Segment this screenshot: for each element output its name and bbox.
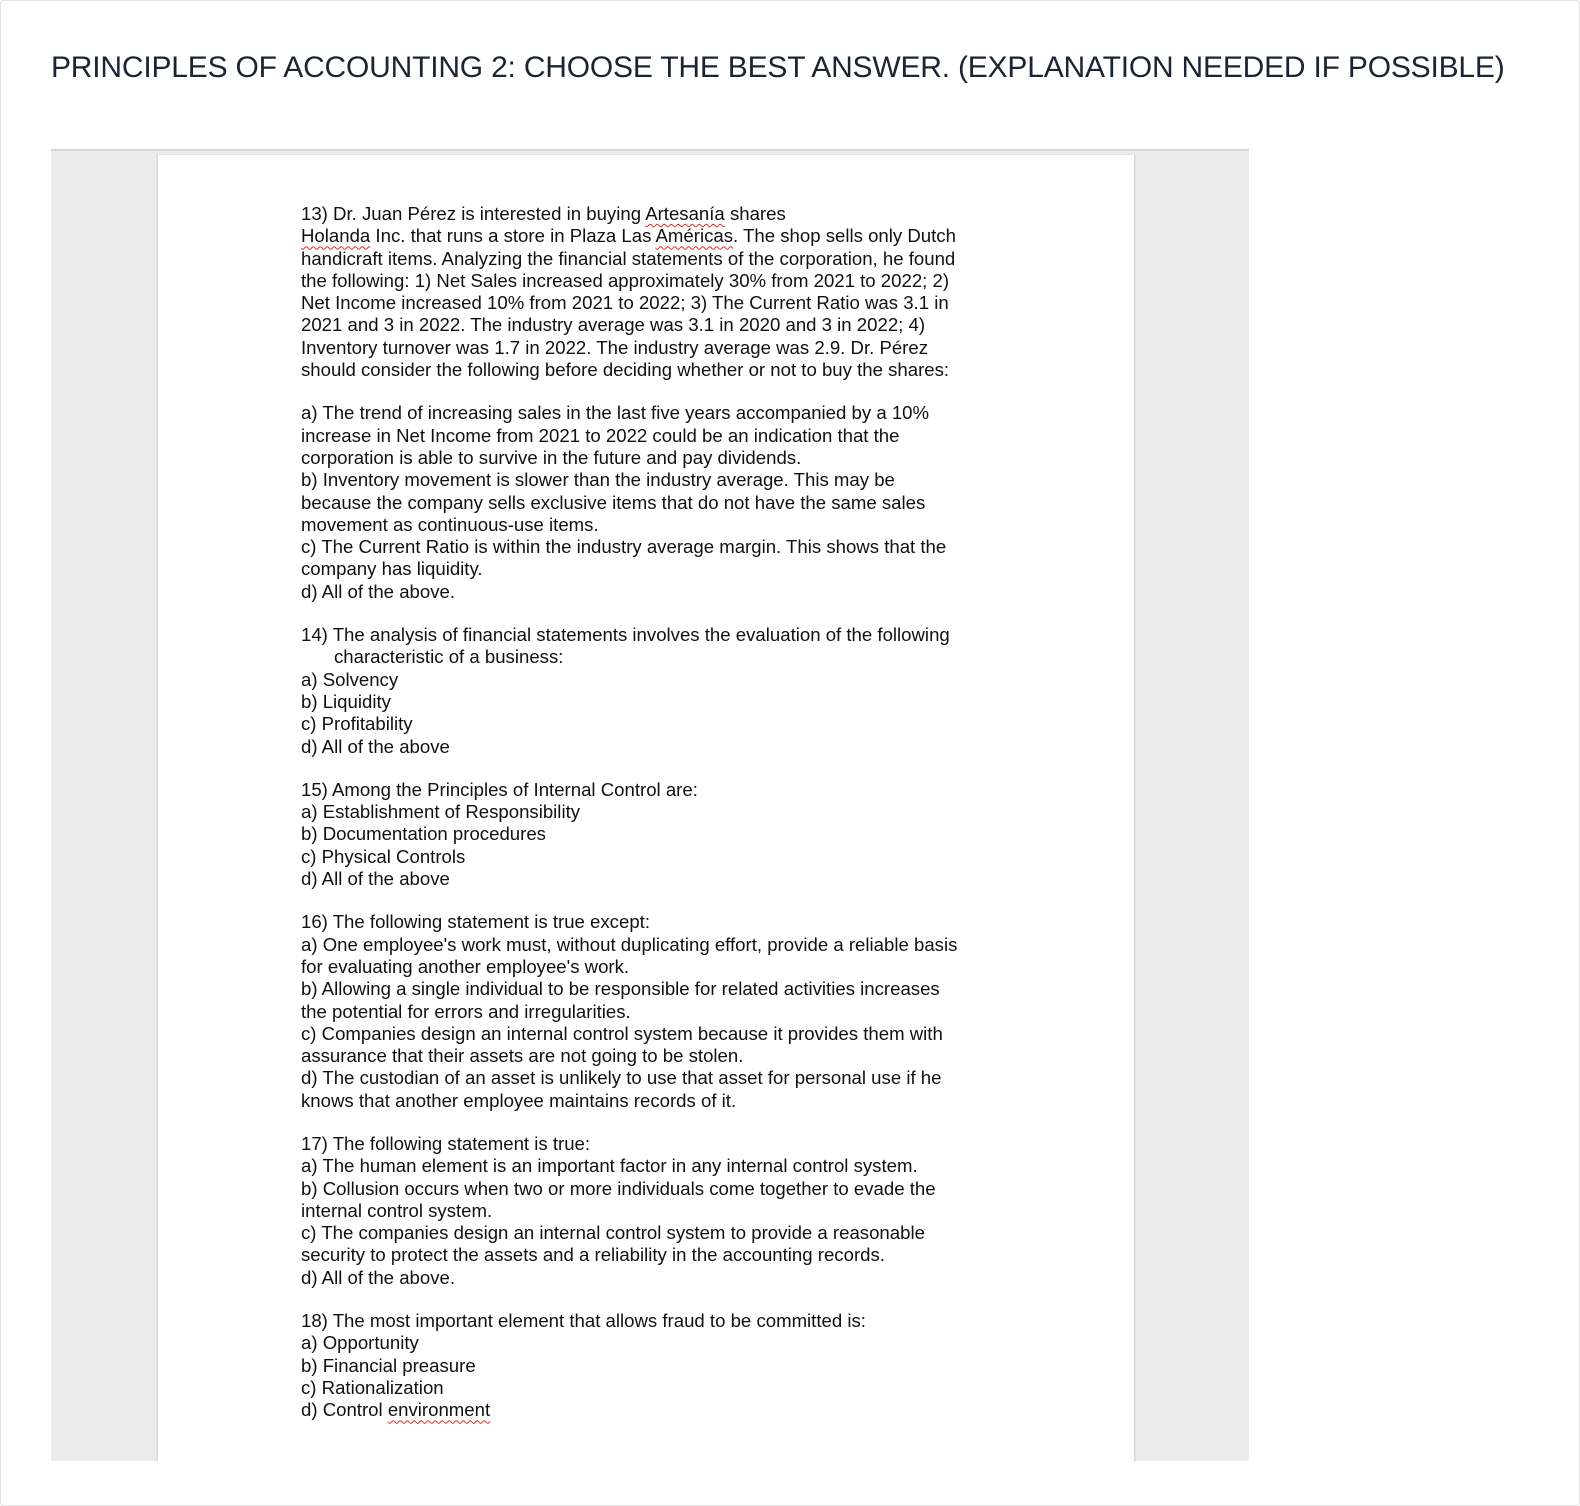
option-a: a) Opportunity	[301, 1332, 419, 1354]
option-d: d) All of the above	[301, 868, 450, 890]
option-c: c) Profitability	[301, 713, 413, 735]
option-b: movement as continuous-use items.	[301, 513, 599, 535]
document-image-viewer	[51, 149, 1249, 1461]
question-13-line: handicraft items. Analyzing the financial statements of the corporation, he found	[301, 247, 956, 269]
option-c: c) Rationalization	[301, 1376, 444, 1398]
option-d: knows that another employee maintains records of it.	[301, 1089, 737, 1111]
option-b: b) Allowing a single individual to be responsible for related activities increases	[301, 978, 940, 1000]
question-13-line: Inventory turnover was 1.7 in 2022. The industry average was 2.9. Dr. Pérez	[301, 336, 929, 358]
question-16-stem: 16) The following statement is true except:	[301, 911, 650, 933]
option-b: b) Collusion occurs when two or more individuals come together to evade the	[301, 1177, 936, 1199]
question-15-stem: 15) Among the Principles of Internal Control are:	[301, 778, 698, 800]
spellcheck-word: Holanda	[301, 225, 371, 247]
option-a: corporation is able to survive in the future and pay dividends.	[301, 446, 802, 468]
document-text	[301, 203, 1001, 1422]
option-c: c) Companies design an internal control system because it provides them with	[301, 1022, 943, 1044]
question-14	[301, 624, 1001, 758]
option-d: d) The custodian of an asset is unlikely to use that asset for personal use if he	[301, 1067, 942, 1089]
option-b: b) Inventory movement is slower than the industry average. This may be	[301, 469, 895, 491]
option-b: b) Financial preasure	[301, 1354, 476, 1376]
page-title: PRINCIPLES OF ACCOUNTING 2: CHOOSE THE BEST ANSWER. (EXPLANATION NEEDED IF POSSIBLE)	[51, 51, 1505, 84]
spellcheck-word: environment	[387, 1399, 491, 1421]
option-a: a) One employee's work must, without duplicating effort, provide a reliable basis	[301, 933, 958, 955]
question-17	[301, 1133, 1001, 1289]
question-14-stem: 14) The analysis of financial statements involves the evaluation of the following	[301, 624, 950, 646]
spellcheck-word: Artesanía	[645, 203, 725, 224]
option-c: company has liquidity.	[301, 558, 483, 580]
question-14-stem: characteristic of a business:	[334, 646, 564, 668]
option-c: c) The companies design an internal control system to provide a reasonable	[301, 1222, 925, 1244]
question-18-stem: 18) The most important element that allows fraud to be committed is:	[301, 1310, 866, 1332]
option-c: c) The Current Ratio is within the industry average margin. This shows that the	[301, 536, 947, 558]
question-13-line: the following: 1) Net Sales increased approximately 30% from 2021 to 2022; 2)	[301, 269, 950, 291]
question-18	[301, 1310, 1001, 1421]
option-b: b) Liquidity	[301, 690, 391, 712]
option-a: a) The trend of increasing sales in the last five years accompanied by a 10%	[301, 402, 930, 424]
option-c: security to protect the assets and a reliability in the accounting records.	[301, 1244, 885, 1266]
question-13-line: 13) Dr. Juan Pérez is interested in buying Artesanía shares	[301, 203, 786, 224]
option-d: d) All of the above	[301, 735, 450, 757]
option-a: increase in Net Income from 2021 to 2022 could be an indication that the	[301, 424, 900, 446]
question-17-stem: 17) The following statement is true:	[301, 1132, 591, 1154]
option-c: assurance that their assets are not going to be stolen.	[301, 1045, 744, 1067]
question-13-line: should consider the following before deciding whether or not to buy the shares:	[301, 359, 950, 381]
option-b: b) Documentation procedures	[301, 823, 546, 845]
option-c: c) Physical Controls	[301, 845, 466, 867]
option-a: a) Solvency	[301, 668, 399, 690]
question-13-line: 2021 and 3 in 2022. The industry average was 3.1 in 2020 and 3 in 2022; 4)	[301, 314, 926, 336]
question-13-line: Holanda Inc. that runs a store in Plaza Las Américas. The shop sells only Dutch	[301, 225, 956, 247]
spellcheck-word: Américas	[655, 225, 734, 247]
option-b: the potential for errors and irregularities.	[301, 1000, 631, 1022]
document-page	[157, 155, 1135, 1461]
option-d: d) Control environment	[301, 1399, 491, 1421]
option-a: for evaluating another employee's work.	[301, 955, 630, 977]
question-16	[301, 911, 1001, 1112]
question-13	[301, 203, 1001, 603]
question-15	[301, 779, 1001, 890]
question-13-line: Net Income increased 10% from 2021 to 2022; 3) The Current Ratio was 3.1 in	[301, 292, 949, 314]
option-a: a) The human element is an important factor in any internal control system.	[301, 1155, 918, 1177]
option-b: internal control system.	[301, 1199, 493, 1221]
option-a: a) Establishment of Responsibility	[301, 801, 581, 823]
option-d: d) All of the above.	[301, 1266, 456, 1288]
option-b: because the company sells exclusive items that do not have the same sales	[301, 491, 926, 513]
option-d: d) All of the above.	[301, 580, 456, 602]
